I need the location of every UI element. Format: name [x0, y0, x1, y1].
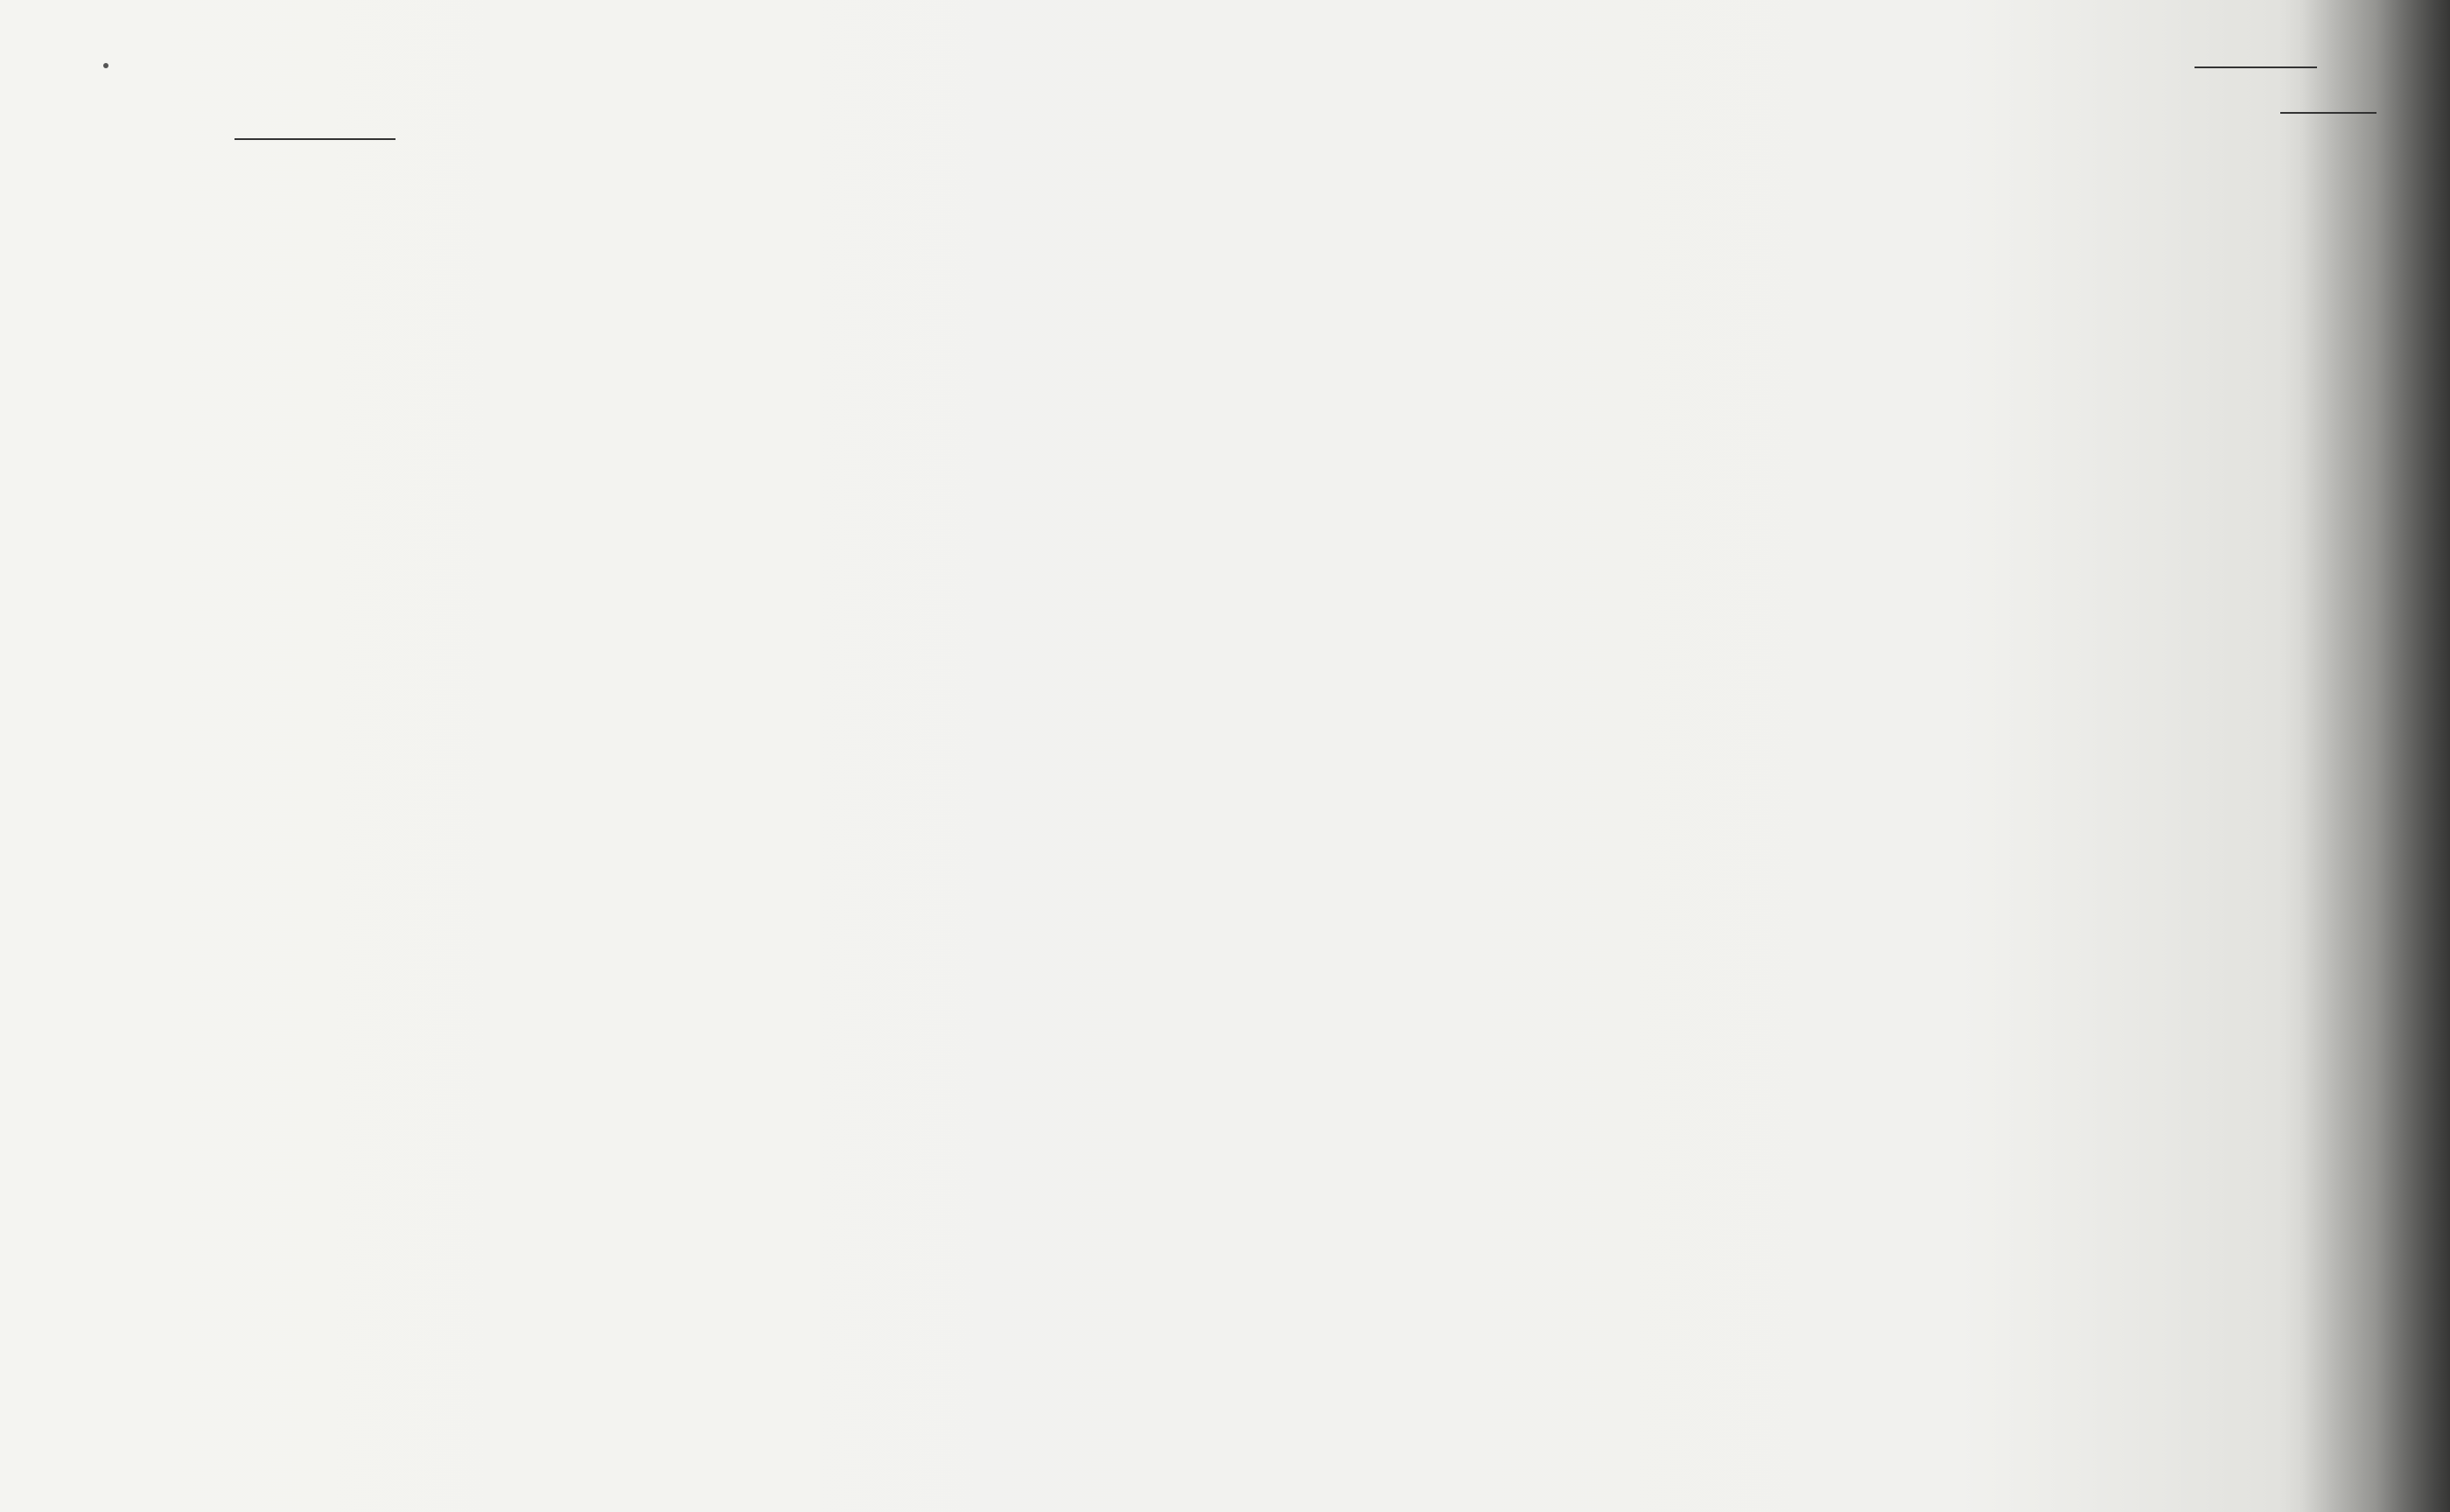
ink-dot: [103, 63, 108, 68]
page-underline: [2194, 66, 2317, 68]
page-edge-shadow: [2301, 0, 2450, 1512]
hole-underline: [234, 138, 396, 140]
